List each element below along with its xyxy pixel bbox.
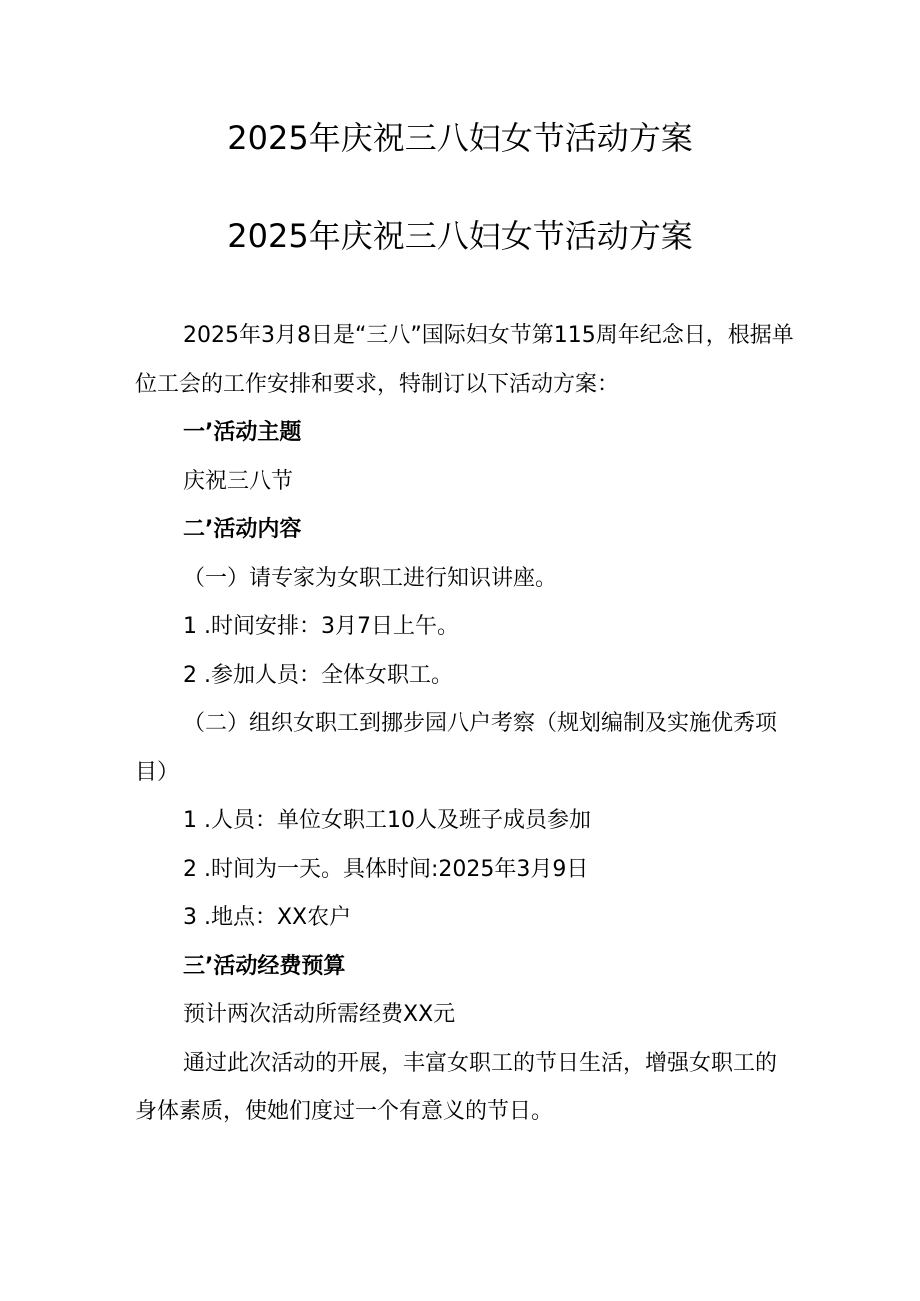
section-heading-theme: 一’活动主题 (183, 420, 302, 445)
section-heading-budget: 三’活动经费预算 (183, 953, 346, 979)
theme-text: 庆祝三八节 (183, 468, 294, 494)
conclusion-paragraph: 通过此次活动的开展，丰富女职工的节日生活，增强女职工的身体素质，使她们度过一个有意义的节日。 (135, 1050, 778, 1124)
visit-item-location: 3 .地点：XX农户 (183, 905, 352, 930)
lecture-item-participants: 2 .参加人员：全体女职工。 (183, 662, 453, 688)
visit-item-time: 2 .时间为一天。具体时间:2025年3月9日 (183, 856, 589, 882)
subsection-lecture: （一）请专家为女职工进行知识讲座。 (183, 565, 558, 591)
budget-text: 预计两次活动所需经费XX元 (183, 1002, 456, 1027)
document-subtitle: 2025年庆祝三八妇女节活动方案 (227, 217, 693, 255)
document-title: 2025年庆祝三八妇女节活动方案 (227, 119, 693, 157)
section-heading-content: 二’活动内容 (183, 517, 302, 542)
lecture-item-time: 1 .时间安排：3月7日上午。 (183, 614, 459, 639)
intro-paragraph: 2025年3月8日是“三八”国际妇女节第115周年纪念日，根据单位工会的工作安排和要求，特制订以下活动方案： (135, 323, 794, 397)
subsection-visit: （二）组织女职工到挪步园八户考察（规划编制及实施优秀项目） (135, 711, 778, 785)
visit-item-people: 1 .人员：单位女职工10人及班子成员参加 (183, 808, 591, 833)
document-body (135, 312, 795, 1137)
